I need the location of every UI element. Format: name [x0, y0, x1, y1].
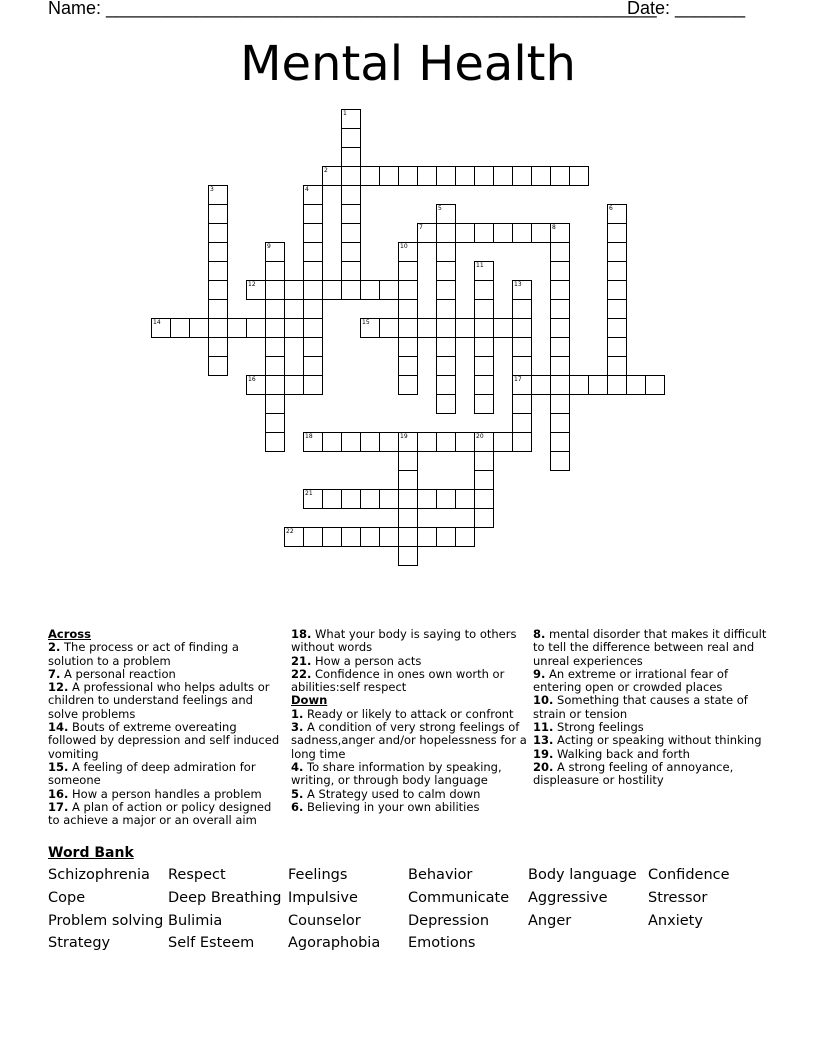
crossword-cell[interactable] [341, 280, 361, 300]
crossword-cell[interactable] [398, 489, 418, 509]
crossword-cell[interactable] [398, 508, 418, 528]
clue-number-label: 15. [48, 759, 69, 774]
word-bank-item: Aggressive [528, 890, 608, 906]
crossword-cell[interactable] [379, 489, 399, 509]
crossword-cell[interactable] [398, 166, 418, 186]
crossword-cell[interactable] [512, 356, 532, 376]
clue-number-label: 3. [291, 720, 304, 735]
clue-number: 17 [514, 376, 522, 383]
crossword-cell[interactable] [303, 527, 323, 547]
clue-number-label: 14. [48, 720, 69, 735]
crossword-cell[interactable] [550, 242, 570, 262]
crossword-cell[interactable] [360, 318, 380, 338]
crossword-cell[interactable] [607, 299, 627, 319]
crossword-cell[interactable] [550, 356, 570, 376]
clue-number: 2 [324, 167, 328, 174]
clue-number-label: 4. [291, 759, 304, 774]
crossword-cell[interactable] [474, 356, 494, 376]
word-bank-item: Self Esteem [168, 935, 255, 951]
clue-text: 9. An extreme or irrational fear of entering open or crowded places [533, 666, 728, 695]
word-bank-item: Anxiety [648, 913, 703, 929]
crossword-cell[interactable] [360, 527, 380, 547]
clue-number: 15 [362, 319, 370, 326]
crossword-cell[interactable] [322, 527, 342, 547]
crossword-cell[interactable] [474, 318, 494, 338]
clue-number-label: 20. [533, 759, 554, 774]
crossword-cell[interactable] [417, 318, 437, 338]
crossword-cell[interactable] [569, 166, 589, 186]
crossword-cell[interactable] [208, 356, 228, 376]
crossword-cell[interactable] [512, 432, 532, 452]
clue-number: 4 [305, 186, 309, 193]
crossword-cell[interactable] [607, 375, 627, 395]
crossword-cell[interactable] [303, 242, 323, 262]
clue-text: 11. Strong feelings [533, 720, 644, 735]
word-bank-item: Problem solving [48, 913, 164, 929]
crossword-cell[interactable] [436, 432, 456, 452]
clue-number-label: 16. [48, 786, 69, 801]
crossword-cell[interactable] [436, 337, 456, 357]
crossword-cell[interactable] [265, 261, 285, 281]
crossword-cell[interactable] [303, 337, 323, 357]
clue-number-label: 8. [533, 627, 546, 641]
crossword-cell[interactable] [284, 318, 304, 338]
crossword-cell[interactable] [607, 204, 627, 224]
crossword-cell[interactable] [303, 261, 323, 281]
clue-number-label: 1. [291, 706, 304, 721]
crossword-cell[interactable] [303, 299, 323, 319]
crossword-cell[interactable] [455, 527, 475, 547]
word-bank-item: Bulimia [168, 913, 223, 929]
crossword-cell[interactable] [455, 223, 475, 243]
clue-number-label: 13. [533, 733, 554, 748]
clue-number-label: 9. [533, 666, 546, 681]
crossword-cell[interactable] [493, 318, 513, 338]
crossword-cell[interactable] [341, 185, 361, 205]
crossword-cell[interactable] [550, 337, 570, 357]
crossword-cell[interactable] [208, 204, 228, 224]
word-bank-item: Behavior [408, 867, 473, 883]
crossword-cell[interactable] [303, 204, 323, 224]
clue-column-across [48, 628, 286, 827]
crossword-cell[interactable] [436, 394, 456, 414]
crossword-cell[interactable] [284, 280, 304, 300]
clue-column-down [533, 628, 771, 788]
crossword-cell[interactable] [341, 432, 361, 452]
clue-number-label: 22. [291, 666, 312, 681]
word-bank-item: Anger [528, 913, 572, 929]
clue-number-label: 17. [48, 799, 69, 814]
crossword-cell[interactable] [360, 489, 380, 509]
clue-number-label: 19. [533, 746, 554, 761]
crossword-cell[interactable] [379, 527, 399, 547]
crossword-cell[interactable] [550, 413, 570, 433]
clue-text: 14. Bouts of extreme overeating followed by depression and self induced vomiting [48, 720, 280, 761]
crossword-cell[interactable] [379, 432, 399, 452]
crossword-cell[interactable] [246, 318, 266, 338]
crossword-cell[interactable] [455, 432, 475, 452]
date-field-label: Date: _______ [627, 0, 746, 18]
word-bank-item: Emotions [408, 935, 476, 951]
crossword-cell[interactable] [322, 432, 342, 452]
crossword-cell[interactable] [398, 337, 418, 357]
clue-text: 1. Ready or likely to attack or confront [291, 706, 514, 721]
crossword-cell[interactable] [360, 166, 380, 186]
clue-number-label: 18. [291, 627, 312, 641]
crossword-cell[interactable] [265, 375, 285, 395]
crossword-cell[interactable] [398, 527, 418, 547]
clue-number-label: 11. [533, 720, 554, 735]
word-bank-title: Word Bank [48, 845, 134, 861]
clue-number: 12 [248, 281, 256, 288]
crossword-cell[interactable] [474, 508, 494, 528]
crossword-cell[interactable] [436, 280, 456, 300]
crossword-cell[interactable] [550, 451, 570, 471]
crossword-cell[interactable] [151, 318, 171, 338]
crossword-cell[interactable] [607, 356, 627, 376]
clue-number: 16 [248, 376, 256, 383]
crossword-cell[interactable] [455, 489, 475, 509]
crossword-cell[interactable] [303, 185, 323, 205]
crossword-cell[interactable] [512, 223, 532, 243]
crossword-cell[interactable] [303, 356, 323, 376]
clue-number: 13 [514, 281, 522, 288]
crossword-cell[interactable] [341, 109, 361, 129]
clue-number: 3 [210, 186, 214, 193]
crossword-cell[interactable] [360, 432, 380, 452]
crossword-cell[interactable] [341, 261, 361, 281]
clue-number: 18 [305, 433, 313, 440]
crossword-cell[interactable] [607, 261, 627, 281]
clue-number: 8 [552, 224, 556, 231]
crossword-cell[interactable] [474, 432, 494, 452]
clue-number-label: 6. [291, 799, 304, 814]
crossword-cell[interactable] [550, 375, 570, 395]
crossword-cell[interactable] [550, 318, 570, 338]
crossword-cell[interactable] [474, 375, 494, 395]
crossword-cell[interactable] [512, 394, 532, 414]
crossword-cell[interactable] [474, 261, 494, 281]
crossword-cell[interactable] [360, 280, 380, 300]
crossword-cell[interactable] [531, 223, 551, 243]
crossword-cell[interactable] [246, 375, 266, 395]
word-bank-item: Confidence [648, 867, 730, 883]
crossword-cell[interactable] [531, 166, 551, 186]
crossword-cell[interactable] [474, 223, 494, 243]
crossword-cell[interactable] [265, 318, 285, 338]
crossword-cell[interactable] [512, 413, 532, 433]
crossword-cell[interactable] [398, 356, 418, 376]
crossword-cell[interactable] [550, 432, 570, 452]
clue-text: 17. A plan of action or policy designed to achieve a major or an overall aim [48, 799, 272, 828]
crossword-cell[interactable] [208, 318, 228, 338]
crossword-cell[interactable] [341, 147, 361, 167]
word-bank-item: Depression [408, 913, 490, 929]
crossword-cell[interactable] [626, 375, 646, 395]
clue-column-middle [291, 628, 529, 814]
crossword-cell[interactable] [322, 280, 342, 300]
crossword-cell[interactable] [303, 280, 323, 300]
crossword-cell[interactable] [607, 242, 627, 262]
crossword-cell[interactable] [303, 375, 323, 395]
clue-text: 4. To share information by speaking, writing, or through body language [291, 759, 502, 788]
word-bank-item: Communicate [408, 890, 510, 906]
crossword-cell[interactable] [455, 318, 475, 338]
clue-number: 6 [609, 205, 613, 212]
word-bank-item: Feelings [288, 867, 348, 883]
clue-text: 10. Something that causes a state of strain or tension [533, 693, 748, 721]
crossword-cell[interactable] [512, 280, 532, 300]
clue-text: 3. A condition of very strong feelings of sadness,anger and/or hopelessness for a long time [291, 720, 527, 761]
crossword-cell[interactable] [417, 223, 437, 243]
crossword-cell[interactable] [436, 356, 456, 376]
crossword-cell[interactable] [398, 470, 418, 490]
clue-text: 5. A Strategy used to calm down [291, 786, 481, 801]
word-bank-item: Deep Breathing [168, 890, 282, 906]
page-title: Mental Health [240, 36, 576, 92]
crossword-cell[interactable] [265, 242, 285, 262]
crossword-cell[interactable] [341, 242, 361, 262]
word-bank-item: Impulsive [288, 890, 358, 906]
crossword-cell[interactable] [607, 337, 627, 357]
clue-number-label: 10. [533, 693, 554, 708]
crossword-cell[interactable] [417, 527, 437, 547]
word-bank-item: Strategy [48, 935, 111, 951]
clue-text: 16. How a person handles a problem [48, 786, 262, 801]
crossword-cell[interactable] [208, 299, 228, 319]
crossword-cell[interactable] [208, 223, 228, 243]
clue-text: 13. Acting or speaking without thinking [533, 733, 762, 748]
clue-text: 22. Confidence in ones own worth or abilities:self respect [291, 666, 505, 695]
crossword-cell[interactable] [341, 223, 361, 243]
crossword-cell[interactable] [645, 375, 665, 395]
crossword-cell[interactable] [208, 280, 228, 300]
crossword-cell[interactable] [322, 489, 342, 509]
crossword-cell[interactable] [550, 166, 570, 186]
crossword-cell[interactable] [474, 470, 494, 490]
crossword-cell[interactable] [436, 242, 456, 262]
crossword-cell[interactable] [398, 261, 418, 281]
crossword-cell[interactable] [436, 527, 456, 547]
crossword-cell[interactable] [436, 261, 456, 281]
crossword-cell[interactable] [607, 223, 627, 243]
crossword-cell[interactable] [417, 489, 437, 509]
crossword-cell[interactable] [208, 242, 228, 262]
clue-number-label: 7. [48, 666, 61, 681]
crossword-cell[interactable] [436, 223, 456, 243]
crossword-cell[interactable] [417, 166, 437, 186]
crossword-cell[interactable] [208, 337, 228, 357]
word-bank-item: Stressor [648, 890, 708, 906]
crossword-cell[interactable] [512, 375, 532, 395]
crossword-cell[interactable] [208, 185, 228, 205]
crossword-cell[interactable] [474, 451, 494, 471]
crossword-cell[interactable] [569, 375, 589, 395]
crossword-cell[interactable] [474, 337, 494, 357]
crossword-cell[interactable] [265, 413, 285, 433]
crossword-cell[interactable] [265, 299, 285, 319]
crossword-cell[interactable] [398, 375, 418, 395]
crossword-cell[interactable] [512, 337, 532, 357]
crossword-cell[interactable] [398, 546, 418, 566]
crossword-cell[interactable] [474, 394, 494, 414]
crossword-cell[interactable] [379, 318, 399, 338]
clue-text: 12. A professional who helps adults or children to understand feelings and solve problems [48, 680, 270, 721]
crossword-cell[interactable] [341, 128, 361, 148]
crossword-cell[interactable] [341, 527, 361, 547]
crossword-cell[interactable] [265, 394, 285, 414]
crossword-cell[interactable] [550, 280, 570, 300]
clue-text: 7. A personal reaction [48, 666, 176, 681]
crossword-cell[interactable] [398, 242, 418, 262]
clue-text: 20. A strong feeling of annoyance, displeasure or hostility [533, 759, 734, 788]
clue-number-label: 2. [48, 640, 61, 655]
crossword-cell[interactable] [303, 223, 323, 243]
crossword-cell[interactable] [379, 166, 399, 186]
crossword-cell[interactable] [493, 432, 513, 452]
clue-number: 7 [419, 224, 423, 231]
crossword-cell[interactable] [341, 204, 361, 224]
word-bank-item: Body language [528, 867, 637, 883]
name-field-label: Name: _______________________________________________________ [48, 0, 657, 18]
crossword-cell[interactable] [474, 166, 494, 186]
clue-section-heading: Across [48, 627, 91, 641]
crossword-cell[interactable] [170, 318, 190, 338]
crossword-cell[interactable] [607, 280, 627, 300]
crossword-cell[interactable] [398, 299, 418, 319]
crossword-cell[interactable] [341, 166, 361, 186]
crossword-cell[interactable] [436, 375, 456, 395]
crossword-cell[interactable] [550, 299, 570, 319]
clue-text: 8. mental disorder that makes it difficult to tell the difference between real and unreal experiences [533, 627, 767, 668]
crossword-cell[interactable] [265, 337, 285, 357]
crossword-cell[interactable] [265, 280, 285, 300]
crossword-cell[interactable] [436, 166, 456, 186]
clue-number: 11 [476, 262, 484, 269]
clue-number: 21 [305, 490, 313, 497]
clue-text: 2. The process or act of finding a solution to a problem [48, 640, 239, 668]
crossword-cell[interactable] [493, 223, 513, 243]
word-bank-item: Respect [168, 867, 226, 883]
crossword-cell[interactable] [398, 318, 418, 338]
crossword-cell[interactable] [189, 318, 209, 338]
clue-number: 20 [476, 433, 484, 440]
crossword-cell[interactable] [322, 166, 342, 186]
crossword-cell[interactable] [227, 318, 247, 338]
crossword-cell[interactable] [550, 223, 570, 243]
clue-number: 10 [400, 243, 408, 250]
crossword-cell[interactable] [208, 261, 228, 281]
crossword-cell[interactable] [474, 280, 494, 300]
crossword-cell[interactable] [284, 527, 304, 547]
crossword-cell[interactable] [455, 166, 475, 186]
crossword-cell[interactable] [398, 432, 418, 452]
crossword-cell[interactable] [284, 375, 304, 395]
crossword-cell[interactable] [398, 280, 418, 300]
crossword-cell[interactable] [303, 318, 323, 338]
clue-number: 5 [438, 205, 442, 212]
clue-number: 19 [400, 433, 408, 440]
crossword-cell[interactable] [512, 318, 532, 338]
crossword-cell[interactable] [550, 261, 570, 281]
crossword-cell[interactable] [436, 299, 456, 319]
clue-number-label: 21. [291, 653, 312, 668]
crossword-cell[interactable] [588, 375, 608, 395]
crossword-cell[interactable] [474, 299, 494, 319]
clue-text: 18. What your body is saying to others without words [291, 627, 517, 655]
word-bank-item: Schizophrenia [48, 867, 150, 883]
crossword-cell[interactable] [607, 318, 627, 338]
word-bank-item: Counselor [288, 913, 361, 929]
clue-text: 19. Walking back and forth [533, 746, 690, 761]
clue-text: 6. Believing in your own abilities [291, 799, 480, 814]
clue-text: 15. A feeling of deep admiration for someone [48, 759, 256, 788]
crossword-cell[interactable] [398, 451, 418, 471]
clue-number: 9 [267, 243, 271, 250]
crossword-cell[interactable] [265, 356, 285, 376]
crossword-cell[interactable] [550, 394, 570, 414]
crossword-cell[interactable] [341, 489, 361, 509]
crossword-cell[interactable] [531, 375, 551, 395]
clue-section-heading: Down [291, 693, 328, 708]
crossword-cell[interactable] [512, 299, 532, 319]
crossword-cell[interactable] [436, 489, 456, 509]
crossword-cell[interactable] [303, 432, 323, 452]
clue-number-label: 5. [291, 786, 304, 801]
crossword-cell[interactable] [512, 166, 532, 186]
clue-number: 14 [153, 319, 161, 326]
clue-number-label: 12. [48, 680, 69, 695]
crossword-cell[interactable] [265, 432, 285, 452]
crossword-cell[interactable] [246, 280, 266, 300]
crossword-cell[interactable] [436, 318, 456, 338]
crossword-cell[interactable] [436, 204, 456, 224]
clue-number: 22 [286, 528, 294, 535]
word-bank-item: Agoraphobia [288, 935, 381, 951]
crossword-cell[interactable] [474, 489, 494, 509]
word-bank-item: Cope [48, 890, 86, 906]
crossword-cell[interactable] [379, 280, 399, 300]
crossword-cell[interactable] [303, 489, 323, 509]
clue-text: 21. How a person acts [291, 653, 422, 668]
crossword-cell[interactable] [493, 166, 513, 186]
clue-number: 1 [343, 110, 347, 117]
crossword-cell[interactable] [417, 432, 437, 452]
